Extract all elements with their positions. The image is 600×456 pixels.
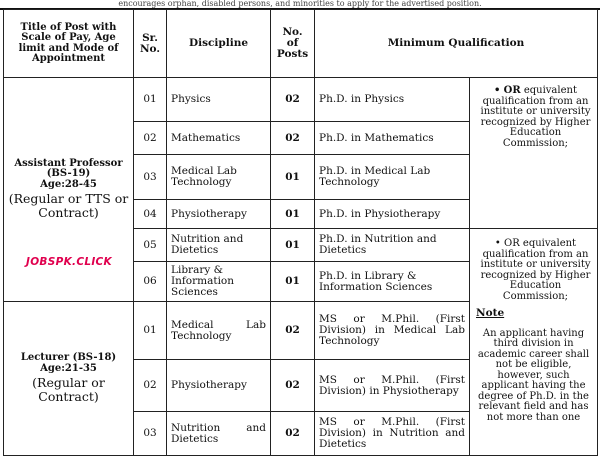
equivalence-note-2	[470, 229, 598, 456]
discipline-cell: Mathematics	[167, 122, 271, 155]
discipline-cell: Nutrition and Dietetics	[167, 229, 271, 262]
post-mode: (Regular or TTS or Contract)	[8, 191, 129, 221]
qualification-cell: Ph.D. in Medical Lab Technology	[315, 155, 470, 200]
posts-cell: 02	[271, 78, 315, 122]
discipline-cell: Physics	[167, 78, 271, 122]
sr-cell: 05	[134, 229, 167, 262]
qualification-cell: Ph.D. in Mathematics	[315, 122, 470, 155]
qualification-cell: MS or M.Phil. (First Division) in Physiotherapy	[315, 360, 470, 412]
table-row	[4, 78, 598, 122]
sr-cell: 03	[134, 155, 167, 200]
posts-table	[3, 9, 598, 456]
post-age-limit: Age:28-45	[40, 178, 97, 190]
equivalence-text: equivalent qualification from an institute or university recognized by Higher Education Commission;	[480, 85, 591, 149]
sr-cell: 03	[134, 412, 167, 456]
post-designation: Assistant Professor (BS-19)	[14, 157, 123, 180]
qualification-cell: Ph.D. in Nutrition and Dietetics	[315, 229, 470, 262]
discipline-cell: Library & Information Sciences	[167, 262, 271, 302]
col-header-title: Title of Post with Scale of Pay, Age limit and Mode of Appointment	[4, 10, 134, 78]
sr-cell: 06	[134, 262, 167, 302]
or-label: OR	[503, 85, 521, 96]
post-mode: (Regular or Contract)	[32, 375, 105, 404]
posts-cell: 01	[271, 229, 315, 262]
posts-cell: 01	[271, 155, 315, 200]
posts-cell: 02	[271, 302, 315, 360]
header-strip: encourages orphan, disabled persons, and minorities to apply for the advertised position.	[0, 0, 600, 10]
discipline-cell: Medical Lab Technology	[167, 155, 271, 200]
posts-cell: 02	[271, 360, 315, 412]
post-designation: Lecturer (BS-18)	[20, 352, 117, 363]
posts-cell: 01	[271, 262, 315, 302]
col-header-sr: Sr. No.	[134, 10, 167, 78]
equivalence-note-1	[470, 78, 598, 229]
bullet-icon: •	[494, 85, 501, 96]
discipline-cell: Medical Lab Technology	[167, 302, 271, 360]
or-label: OR	[504, 238, 520, 249]
post-age-limit: Age:21-35	[40, 362, 97, 374]
bullet-icon: •	[494, 238, 501, 249]
sr-cell: 02	[134, 360, 167, 412]
sr-cell: 01	[134, 78, 167, 122]
qualification-cell: Ph.D. in Physiotherapy	[315, 200, 470, 229]
sr-cell: 04	[134, 200, 167, 229]
note-heading: Note	[476, 307, 505, 319]
qualification-cell: Ph.D. in Library & Information Sciences	[315, 262, 470, 302]
sr-cell: 02	[134, 122, 167, 155]
discipline-cell: Physiotherapy	[167, 360, 271, 412]
posts-cell: 02	[271, 122, 315, 155]
col-header-posts: No. of Posts	[271, 10, 315, 78]
equivalence-text: equivalent qualification from an institute or university recognized by Higher Education Commission;	[480, 238, 591, 302]
col-header-discipline: Discipline	[167, 10, 271, 78]
discipline-cell: Physiotherapy	[167, 200, 271, 229]
header-row	[4, 10, 598, 78]
discipline-cell: Nutrition and Dietetics	[167, 412, 271, 456]
post-title-cell	[4, 302, 134, 456]
note-text: An applicant having third division in academic career shall not be eligible, however, such applicant having the degree of Ph.D. in the relevant field and has not more than one	[477, 327, 590, 423]
sr-cell: 01	[134, 302, 167, 360]
posts-cell: 02	[271, 412, 315, 456]
qualification-cell: MS or M.Phil. (First Division) in Medical Lab Technology	[315, 302, 470, 360]
watermark-logo: JOBSPK.CLICK	[26, 256, 112, 268]
qualification-cell: Ph.D. in Physics	[315, 78, 470, 122]
qualification-cell: MS or M.Phil. (First Division) in Nutrition and Dietetics	[315, 412, 470, 456]
posts-cell: 01	[271, 200, 315, 229]
col-header-qualification: Minimum Qualification	[315, 10, 598, 78]
